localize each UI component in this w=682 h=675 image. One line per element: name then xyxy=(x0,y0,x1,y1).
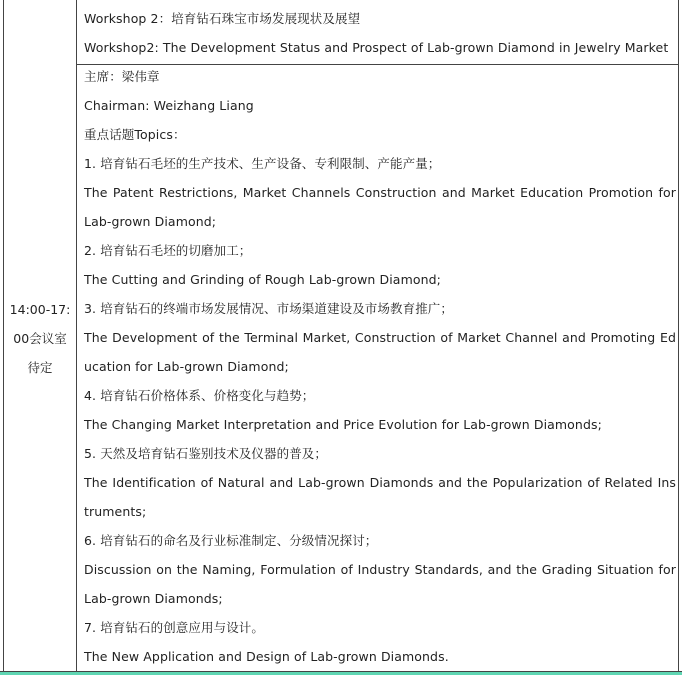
topic-5-en-cont: truments; xyxy=(84,504,147,519)
topic-7-en: The New Application and Design of Lab-grown Diamonds. xyxy=(84,649,449,664)
topic-6-en-cont: Lab-grown Diamonds; xyxy=(84,591,223,606)
topic-1-en: The Patent Restrictions, Market Channels Construction and Market Education Promotion for xyxy=(84,185,676,200)
location-line: 00会议室 xyxy=(13,331,67,346)
workshop-title-en: Workshop2: The Development Status and Prospect of Lab-grown Diamond in Jewelry Market xyxy=(84,40,669,55)
topic-3-en: The Development of the Terminal Market, Construction of Market Channel and Promoting Ed xyxy=(84,330,676,345)
topic-2-cn: 2. 培育钻石毛坯的切磨加工； xyxy=(84,243,252,258)
topic-5-cn: 5. 天然及培育钻石鉴别技术及仪器的普及； xyxy=(84,446,328,461)
topic-1-cn: 1. 培育钻石毛坯的生产技术、生产设备、专利限制、产能产量； xyxy=(84,156,441,171)
topic-1-en-cont: Lab-grown Diamond; xyxy=(84,214,217,229)
workshop-header-cell xyxy=(84,4,676,62)
topic-4-cn: 4. 培育钻石价格体系、价格变化与趋势； xyxy=(84,388,315,403)
topic-3-en-cont: ucation for Lab-grown Diamond; xyxy=(84,359,289,374)
topics-heading: 重点话题Topics： xyxy=(84,127,186,142)
time-location-cell xyxy=(4,295,76,382)
topic-5-en: The Identification of Natural and Lab-grown Diamonds and the Popularization of Related Ins xyxy=(84,475,676,490)
topic-6-cn: 6. 培育钻石的命名及行业标准制定、分级情况探讨； xyxy=(84,533,378,548)
status-line: 待定 xyxy=(27,360,53,375)
topic-6-en: Discussion on the Naming, Formulation of Industry Standards, and the Grading Situation for xyxy=(84,562,676,577)
workshop-title-cn: Workshop 2：培育钻石珠宝市场发展现状及展望 xyxy=(84,11,361,26)
topic-3-cn: 3. 培育钻石的终端市场发展情况、市场渠道建设及市场教育推广； xyxy=(84,301,454,316)
column-divider xyxy=(76,0,77,672)
topic-4-en: The Changing Market Interpretation and Price Evolution for Lab-grown Diamonds; xyxy=(84,417,602,432)
topic-7-cn: 7. 培育钻石的创意应用与设计。 xyxy=(84,620,265,635)
workshop-content-cell xyxy=(84,62,676,671)
chairman-cn: 主席：梁伟章 xyxy=(84,69,160,84)
chairman-en: Chairman: Weizhang Liang xyxy=(84,98,254,113)
topic-2-en: The Cutting and Grinding of Rough Lab-grown Diamond; xyxy=(84,272,441,287)
time-line: 14:00-17: xyxy=(9,302,71,317)
